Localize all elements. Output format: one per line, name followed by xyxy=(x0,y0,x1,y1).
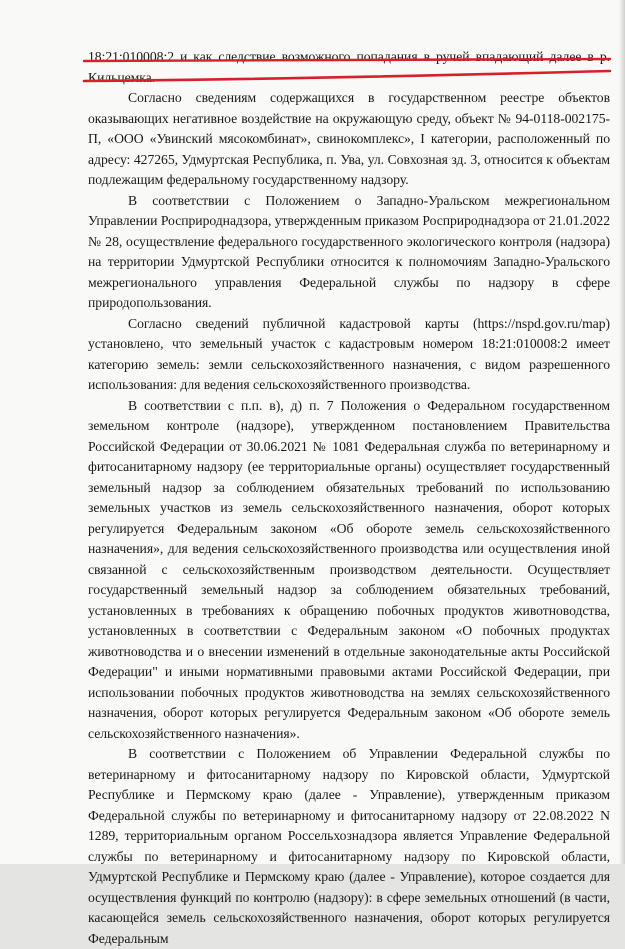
paragraph-rosprirodnadzor-authority: В соответствии с Положением о Западно-Уральском межрегиональном Управлении Росприроднадзора, утвержденным приказом Росприроднадзора от 21.01.2022 № 28, осуществление федерального государственного экологического контроля (надзора) на территории Удмуртской Республики относится к полномочиям Западно-Уральского межрегионального управления Федеральной службы по надзору в сфере природопользования. xyxy=(88,192,610,310)
document-body xyxy=(88,47,610,949)
paragraph-rosselkhoznadzor-authority: В соответствии с Положением об Управлении Федеральной службы по ветеринарному и фитосанитарному надзору по Кировской области, Удмуртской Республике и Пермскому краю (далее - Управление), утвержденным приказом Федеральной службы по ветеринарному и фитосанитарному надзору от 22.08.2022 N 1289, территориальным органом Россельхознадзора является Управление Федеральной службы по ветеринарному и фитосанитарному надзору по Кировской области, Удмуртской Республике и Пермскому краю (далее - Управление), которое создается для осуществления функций по контролю (надзору): в сфере земельных отношений (в части, касающейся земель сельскохозяйственного назначения, оборот которых регулируется Федеральным xyxy=(88,746,610,946)
scan-edge-shadow xyxy=(619,0,625,864)
paragraph-negative-impact-registry: Согласно сведениям содержащихся в государственном реестре объектов оказывающих негативное воздействие на окружающую среду, объект № 94-0118-002175-П, «ООО «Увинский мясокомбинат», свинокомплекс», I категории, расположенный по адресу: 427265, Удмуртская Республика, п. Ува, ул. Совхозная зд. 3, относится к объектам подлежащим федеральному государственному надзору. xyxy=(88,90,610,187)
paragraph-continuation: 18:21:010008:2 и как следствие возможного попадания в ручей впадающий далее в р. Кильцемка. xyxy=(88,49,610,85)
paragraph-cadastral-map: Согласно сведений публичной кадастровой карты (https://nspd.gov.ru/map) установлено, что земельный участок с кадастровым номером 18:21:010008:2 имеет категорию земель: земли сельскохозяйственного назначения, с видом разрешенного использования: для ведения сельскохозяйственного производства. xyxy=(88,315,610,392)
paragraph-land-control-regulation: В соответствии с п.п. в), д) п. 7 Положения о Федеральном государственном земельном контроле (надзоре), утвержденном постановлением Правительства Российской Федерации от 30.06.2021 № 1081 Федеральная служба по ветеринарному и фитосанитарному надзору (ее территориальные органы) осуществляет государственный земельный надзор за соблюдением обязательных требований по использованию земельных участков из земель сельскохозяйственного назначения, оборот которых регулируется Федеральным законом «Об обороте земель сельскохозяйственного назначения», для ведения сельскохозяйственного производства или осуществления иной связанной с сельскохозяйственным производством деятельности. Осуществляет государственный земельный надзор за соблюдением обязательных требований, установленных в требованиях к обращению побочных продуктов животноводства, установленных в соответствии с Федеральным законом «О побочных продуктах животноводства и о внесении изменений в отдельные законодательные акты Российской Федерации" и иными нормативными правовыми актами Российской Федерации, при использовании побочных продуктов животноводства на землях сельскохозяйственного назначения, оборот которых регулируется Федеральным законом «Об обороте земель сельскохозяйственного назначения». xyxy=(88,397,610,741)
